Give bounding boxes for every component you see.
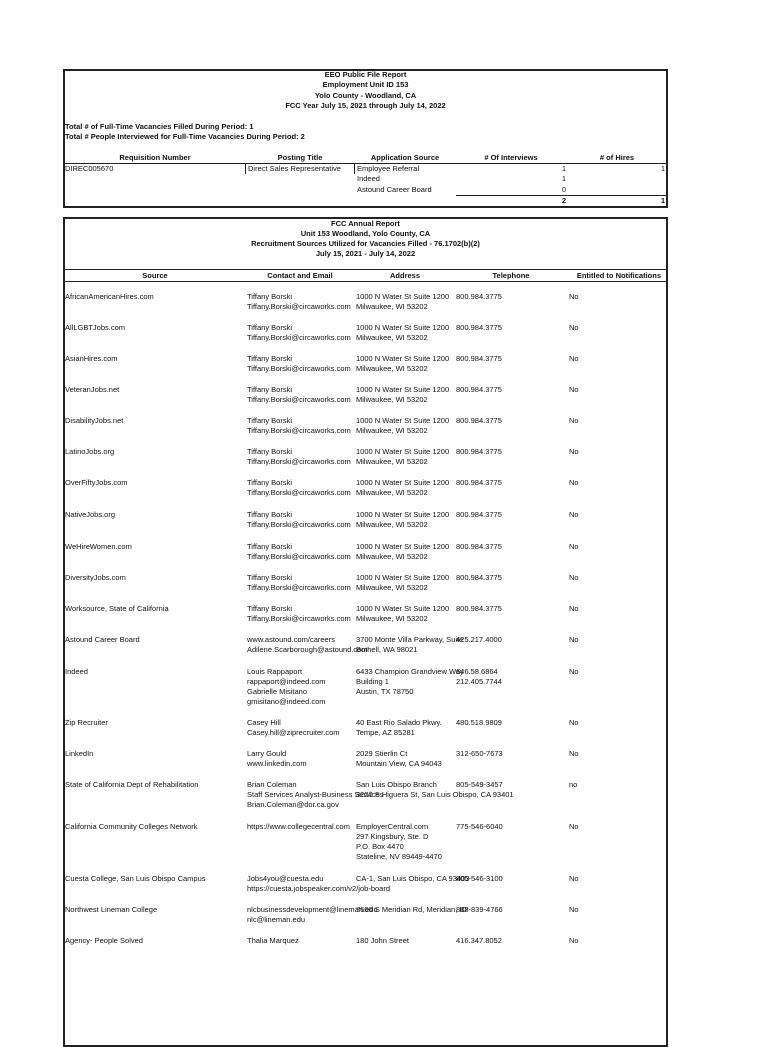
notification-flag: No	[569, 478, 579, 487]
source-name: OverFiftyJobs.com	[65, 478, 128, 487]
report2-header-address: Address	[389, 271, 420, 280]
source-name: Cuesta College, San Luis Obispo Campus	[65, 874, 206, 883]
telephone-line: 800.984.3775	[456, 478, 502, 487]
report2-header-bottom-rule	[65, 281, 666, 282]
contact-line: Tiffany Borski	[247, 604, 293, 613]
address-line: Mountain View, CA 94043	[356, 759, 442, 768]
report1-summary-interviewed: Total # People Interviewed for Full-Time Vacancies During Period: 2	[65, 132, 305, 141]
address-line: 6433 Champion Grandview Way	[356, 667, 464, 676]
source-name: AfricanAmericanHires.com	[65, 292, 154, 301]
address-line: Milwaukee, WI 53202	[356, 302, 428, 311]
contact-line: Tiffany.Borski@circaworks.com	[247, 302, 351, 311]
notification-flag: No	[569, 718, 579, 727]
address-line: Stateline, NV 89449-4470	[356, 852, 442, 861]
contact-line: Tiffany Borski	[247, 416, 293, 425]
address-line: 3220 S Higuera St, San Luis Obispo, CA 93401	[356, 790, 514, 799]
address-line: 2029 Stierlin Ct	[356, 749, 408, 758]
address-line: 1000 N Water St Suite 1200	[356, 354, 450, 363]
contact-line: www.linkedin.com	[247, 759, 307, 768]
contact-line: Tiffany Borski	[247, 323, 293, 332]
address-line: Milwaukee, WI 53202	[356, 488, 428, 497]
address-line: EmployerCentral.com	[356, 822, 429, 831]
address-line: 180 John Street	[356, 936, 409, 945]
source-name: AsianHires.com	[65, 354, 118, 363]
contact-line: Tiffany Borski	[247, 542, 293, 551]
requisition-number: DIREC005670	[65, 164, 114, 173]
report2-header-source: Source	[142, 271, 168, 280]
interview-count: 1	[561, 164, 566, 173]
report2-title-line-2: Unit 153 Woodland, Yolo County, CA	[300, 229, 431, 238]
telephone-line: 212.405.7744	[456, 677, 502, 686]
contact-line: Staff Services Analyst-Business Services	[247, 790, 384, 799]
address-line: San Luis Obispo Branch	[356, 780, 437, 789]
telephone-line: 425.217.4000	[456, 635, 502, 644]
address-line: Bothell, WA 98021	[356, 645, 418, 654]
address-line: 1000 N Water St Suite 1200	[356, 292, 450, 301]
contact-line: Tiffany.Borski@circaworks.com	[247, 488, 351, 497]
contact-line: Tiffany Borski	[247, 354, 293, 363]
source-name: LinkedIn	[65, 749, 94, 758]
source-name: Zip Recruiter	[65, 718, 108, 727]
address-line: Milwaukee, WI 53202	[356, 426, 428, 435]
report2-header-telephone: Telephone	[492, 271, 530, 280]
report2-title-line-3: Recruitment Sources Utilized for Vacancies Filled - 76.1702(b)(2)	[251, 239, 480, 248]
telephone-line: 646.58.6864	[456, 667, 498, 676]
contact-line: Tiffany Borski	[247, 292, 293, 301]
contact-line: Tiffany Borski	[247, 510, 293, 519]
report2-title-line-4: July 15, 2021 - July 14, 2022	[315, 249, 416, 258]
report1-header-posting-title: Posting Title	[277, 153, 323, 162]
telephone-line: 800.984.3775	[456, 510, 502, 519]
contact-line: Tiffany.Borski@circaworks.com	[247, 395, 351, 404]
address-line: 1000 N Water St Suite 1200	[356, 542, 450, 551]
contact-line: nlcbusinessdevelopment@lineman.edu	[247, 905, 378, 914]
source-name: VeteranJobs.net	[65, 385, 120, 394]
notification-flag: No	[569, 635, 579, 644]
contact-line: Jobs4you@cuesta.edu	[247, 874, 324, 883]
posting-title: Direct Sales Representative	[248, 164, 341, 173]
notification-flag: No	[569, 510, 579, 519]
report2-title-line-1: FCC Annual Report	[331, 219, 400, 228]
notification-flag: No	[569, 874, 579, 883]
contact-line: Brian Coleman	[247, 780, 297, 789]
report1-header-interviews: # Of Interviews	[484, 153, 538, 162]
address-line: 40 East Rio Salado Pkwy.	[356, 718, 442, 727]
notification-flag: No	[569, 323, 579, 332]
notification-flag: No	[569, 292, 579, 301]
report1-header-requisition: Requisition Number	[119, 153, 191, 162]
source-name: Worksource, State of California	[65, 604, 169, 613]
address-line: 7600 S Meridian Rd, Meridian, ID	[356, 905, 467, 914]
contact-line: Brian.Coleman@dor.ca.gov	[247, 800, 339, 809]
interview-count: 1	[561, 174, 566, 183]
telephone-line: 800.984.3775	[456, 604, 502, 613]
address-line: Milwaukee, WI 53202	[356, 614, 428, 623]
telephone-line: 805-546-3100	[456, 874, 503, 883]
source-name: LatinoJobs.org	[65, 447, 115, 456]
application-source: Indeed	[357, 174, 380, 183]
contact-line: rappaport@indeed.com	[247, 677, 326, 686]
source-name: AllLGBTJobs.com	[65, 323, 126, 332]
telephone-line: 800.984.3775	[456, 573, 502, 582]
contact-line: Tiffany.Borski@circaworks.com	[247, 520, 351, 529]
source-divider	[354, 164, 355, 174]
contact-line: Tiffany.Borski@circaworks.com	[247, 333, 351, 342]
address-line: 1000 N Water St Suite 1200	[356, 323, 450, 332]
notification-flag: No	[569, 667, 579, 676]
telephone-line: 800.984.3775	[456, 416, 502, 425]
address-line: P.O. Box 4470	[356, 842, 404, 851]
address-line: Milwaukee, WI 53202	[356, 395, 428, 404]
contact-line: Gabrielle Misitano	[247, 687, 308, 696]
contact-line: https://www.collegecentral.com	[247, 822, 350, 831]
notification-flag: No	[569, 573, 579, 582]
contact-line: Tiffany.Borski@circaworks.com	[247, 457, 351, 466]
telephone-line: 800.984.3775	[456, 323, 502, 332]
contact-line: Tiffany Borski	[247, 478, 293, 487]
notification-flag: no	[569, 780, 578, 789]
contact-line: gmisitano@indeed.com	[247, 697, 326, 706]
address-line: Milwaukee, WI 53202	[356, 333, 428, 342]
notification-flag: No	[569, 604, 579, 613]
address-line: 1000 N Water St Suite 1200	[356, 416, 450, 425]
telephone-line: 888-839-4766	[456, 905, 503, 914]
address-line: 1000 N Water St Suite 1200	[356, 447, 450, 456]
address-line: Milwaukee, WI 53202	[356, 583, 428, 592]
interview-count: 0	[561, 185, 566, 194]
report2-header-top-rule	[65, 269, 666, 270]
notification-flag: No	[569, 905, 579, 914]
address-line: 1000 N Water St Suite 1200	[356, 604, 450, 613]
contact-line: Casey Hill	[247, 718, 281, 727]
address-line: Milwaukee, WI 53202	[356, 457, 428, 466]
notification-flag: No	[569, 822, 579, 831]
address-line: Milwaukee, WI 53202	[356, 520, 428, 529]
contact-line: Tiffany.Borski@circaworks.com	[247, 364, 351, 373]
notification-flag: No	[569, 749, 579, 758]
application-source: Employee Referral	[357, 164, 420, 173]
contact-line: Larry Gould	[247, 749, 287, 758]
contact-line: Tiffany.Borski@circaworks.com	[247, 614, 351, 623]
contact-line: https://cuesta.jobspeaker.com/v2/job-board	[247, 884, 390, 893]
contact-line: Tiffany.Borski@circaworks.com	[247, 552, 351, 561]
source-name: DisabilityJobs.net	[65, 416, 124, 425]
application-source: Astound Career Board	[357, 185, 432, 194]
telephone-line: 480.518.9809	[456, 718, 502, 727]
total-hires: 1	[660, 196, 665, 205]
address-line: 1000 N Water St Suite 1200	[356, 478, 450, 487]
source-name: DiversityJobs.com	[65, 573, 126, 582]
report1-title-line-4: FCC Year July 15, 2021 through July 14, 2022	[285, 101, 446, 110]
report1-title-line-2: Employment Unit ID 153	[322, 80, 409, 89]
source-name: State of California Dept of Rehabilitation	[65, 780, 199, 789]
address-line: 1000 N Water St Suite 1200	[356, 510, 450, 519]
telephone-line: 416.347.8052	[456, 936, 502, 945]
telephone-line: 800.984.3775	[456, 292, 502, 301]
contact-line: Tiffany Borski	[247, 573, 293, 582]
address-line: Building 1	[356, 677, 389, 686]
address-line: Milwaukee, WI 53202	[356, 364, 428, 373]
notification-flag: No	[569, 416, 579, 425]
address-line: 1000 N Water St Suite 1200	[356, 573, 450, 582]
contact-line: www.astound.com/careers	[247, 635, 335, 644]
contact-line: Casey.hill@ziprecruiter.com	[247, 728, 340, 737]
report1-header-application-source: Application Source	[370, 153, 440, 162]
telephone-line: 800.984.3775	[456, 354, 502, 363]
source-name: Indeed	[65, 667, 88, 676]
source-name: Northwest Lineman College	[65, 905, 158, 914]
address-line: Tempe, AZ 85281	[356, 728, 415, 737]
address-line: 297 Kingsbury, Ste. D	[356, 832, 429, 841]
telephone-line: 312-650-7673	[456, 749, 503, 758]
notification-flag: No	[569, 936, 579, 945]
report1-title-line-1: EEO Public File Report	[324, 70, 407, 79]
notification-flag: No	[569, 447, 579, 456]
source-name: Astound Career Board	[65, 635, 140, 644]
posting-title-divider	[245, 164, 246, 174]
hires-count: 1	[660, 164, 665, 173]
total-interviews: 2	[561, 196, 566, 205]
source-name: California Community Colleges Network	[65, 822, 198, 831]
telephone-line: 800.984.3775	[456, 542, 502, 551]
report1-header-hires: # of Hires	[599, 153, 635, 162]
notification-flag: No	[569, 385, 579, 394]
report2-header-notifications: Entitled to Notifications	[576, 271, 661, 280]
notification-flag: No	[569, 354, 579, 363]
address-line: Milwaukee, WI 53202	[356, 552, 428, 561]
report2-header-contact: Contact and Email	[267, 271, 333, 280]
telephone-line: 800.984.3775	[456, 447, 502, 456]
contact-line: Thalia Marquez	[247, 936, 299, 945]
source-name: WeHireWomen.com	[65, 542, 132, 551]
source-name: Agency- People Solved	[65, 936, 143, 945]
address-line: Austin, TX 78750	[356, 687, 414, 696]
source-name: NativeJobs.org	[65, 510, 116, 519]
telephone-line: 805-549-3457	[456, 780, 503, 789]
telephone-line: 775-546-6040	[456, 822, 503, 831]
contact-line: Adilene.Scarborough@astound.com	[247, 645, 368, 654]
address-line: 1000 N Water St Suite 1200	[356, 385, 450, 394]
report1-title-line-3: Yolo County - Woodland, CA	[314, 91, 417, 100]
report1-summary-vacancies: Total # of Full-Time Vacancies Filled During Period: 1	[65, 122, 254, 131]
notification-flag: No	[569, 542, 579, 551]
contact-line: Tiffany Borski	[247, 447, 293, 456]
telephone-line: 800.984.3775	[456, 385, 502, 394]
contact-line: nlc@lineman.edu	[247, 915, 306, 924]
contact-line: Louis Rappaport	[247, 667, 303, 676]
contact-line: Tiffany.Borski@circaworks.com	[247, 583, 351, 592]
address-line: 3700 Monte Villa Parkway, Suite	[356, 635, 464, 644]
address-line: CA-1, San Luis Obispo, CA 93403	[356, 874, 470, 883]
contact-line: Tiffany Borski	[247, 385, 293, 394]
contact-line: Tiffany.Borski@circaworks.com	[247, 426, 351, 435]
